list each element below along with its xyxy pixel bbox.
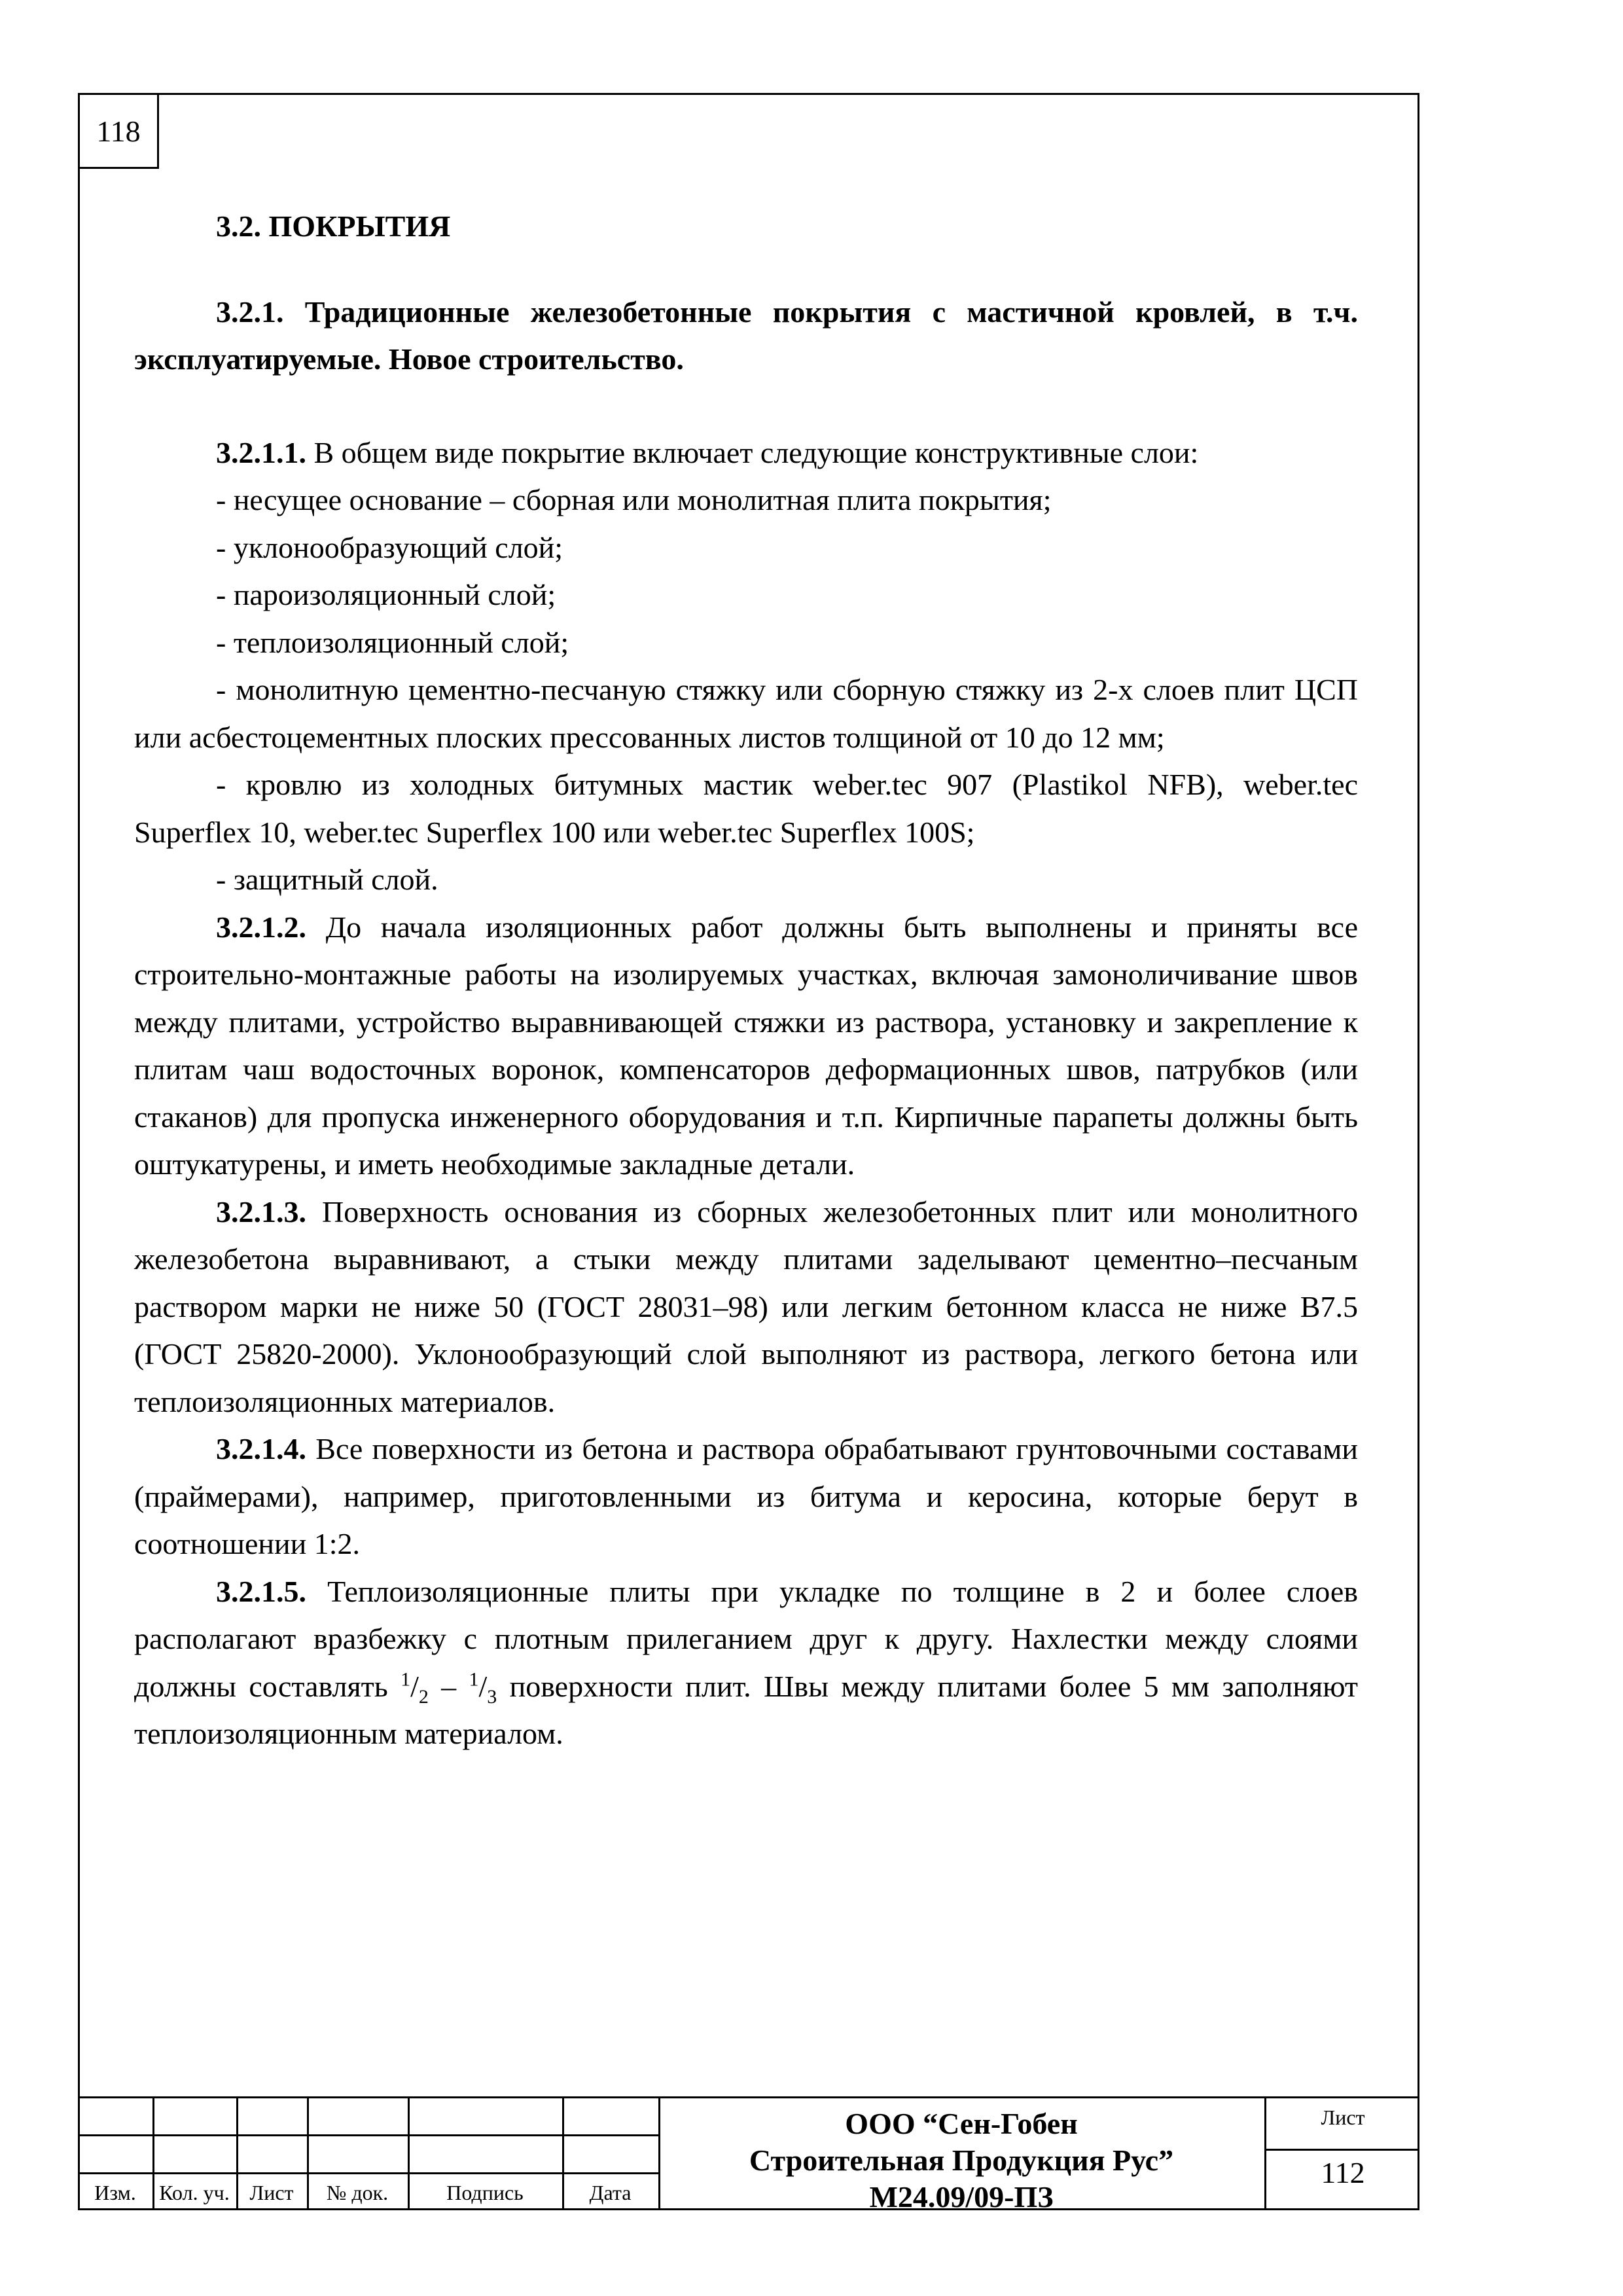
paragraph-text: Все поверхности из бетона и раствора обрабатывают грунтовочными составами (праймерами), например, приготовленными из битума и керосина, которые берут в соотношении 1:2. [134, 1432, 1358, 1560]
clause-number: 3.2.1.5. [216, 1574, 306, 1608]
page-number-box [78, 93, 159, 169]
fraction-denominator: 3 [487, 1685, 497, 1708]
stamp-col-label: Подпись [446, 2181, 524, 2204]
paragraph-3-2-1-3 [134, 1189, 1358, 1426]
list-item: - теплоизоляционный слой; [216, 625, 569, 659]
paragraph-3-2-1-4 [134, 1426, 1358, 1568]
paragraph-text: поверхности плит. Швы между плитами более 5 мм заполняют теплоизоляционным материалом. [134, 1669, 1358, 1750]
stamp-top-border [78, 2096, 1419, 2098]
stamp-col-label: Кол. уч. [159, 2181, 230, 2204]
list-item: - защитный слой. [216, 863, 438, 896]
page-number: 118 [96, 114, 141, 148]
list-item: - пароизоляционный слой; [216, 578, 556, 611]
company-name-line1: ООО “Сен-Гобен [845, 2107, 1078, 2140]
list-item: - уклонообразующий слой; [216, 530, 563, 564]
clause-number: 3.2.1.3. [216, 1194, 306, 1229]
paragraph-3-2-1-2 [134, 904, 1358, 1189]
stamp-col-label: Изм. [94, 2181, 136, 2204]
paragraph-3-2-1-5: 3.2.1.5. Теплоизоляционные плиты при укладке по толщине в 2 и более слоев располагают вразбежку с плотным прилеганием друг к другу. Нахлестки между слоями должны составлять $^1/_2 - ^1/_3$ поверхности плит. Швы между плитами более 5 мм заполняют теплоизоляционным материалом. [134, 1574, 1358, 1750]
paragraph-3-2-1-1 [134, 429, 1358, 477]
list-item: - несущее основание – сборная или монолитная плита покрытия; [216, 483, 1052, 516]
list-item: - кровлю из холодных битумных мастик weber.tec 907 (Plastikol NFB), weber.tec Superflex 10, weber.tec Superflex 100 или weber.tec Superflex 100S; [134, 768, 1358, 849]
stamp-col-label: № док. [326, 2181, 389, 2204]
document-body [134, 203, 1358, 1758]
clause-number: 3.2.1.4. [216, 1432, 306, 1465]
paragraph-text: Поверхность основания из сборных железобетонных плит или монолитного железобетона выравнивают, а стыки между плитами заделывают цементно–песчаным раствором марки не ниже 50 (ГОСТ 28031–98) или легким бетонном класса не ниже В7.5 (ГОСТ 25820-2000). Уклонообразующий слой выполняют из раствора, легкого бетона или теплоизоляционных материалов. [134, 1194, 1358, 1418]
title-block [78, 2096, 1419, 2214]
company-name-line2: Строительная Продукция Рус” [749, 2144, 1174, 2177]
stamp-row-line [78, 2172, 660, 2174]
list-item: - монолитную цементно-песчаную стяжку или сборную стяжку из 2-х слоев плит ЦСП или асбестоцементных плоских прессованных листов толщиной от 10 до 12 мм; [134, 673, 1358, 754]
paragraph-text: До начала изоляционных работ должны быть выполнены и приняты все строительно-монтажные работы на изолируемых участках, включая замоноличивание швов между плитами, устройство выравнивающей стяжки из раствора, установку и закрепление к плитам чаш водосточных воронок, компенсаторов деформационных швов, патрубков (или стаканов) для пропуска инженерного оборудования и т.п. Кирпичные парапеты должны быть оштукатурены, и иметь необходимые закладные детали. [134, 910, 1358, 1181]
clause-number: 3.2.1.1. [216, 435, 306, 469]
dash: – [428, 1669, 469, 1703]
sheet-label: Лист [1321, 2106, 1365, 2129]
sheet-number: 112 [1321, 2156, 1365, 2189]
subsection-heading: 3.2.1. Традиционные железобетонные покрытия с мастичной кровлей, в т.ч. эксплуатируемые. Новое строительство. [134, 295, 1358, 376]
document-code: М24.09/09-ПЗ [869, 2180, 1054, 2214]
stamp-row-line [78, 2134, 660, 2136]
stamp-col-label: Лист [249, 2181, 294, 2204]
stamp-sheet-divider [1266, 2149, 1419, 2151]
section-heading: 3.2. ПОКРЫТИЯ [216, 209, 451, 243]
fraction-numerator: 1 [469, 1668, 479, 1691]
fraction-denominator: 2 [418, 1685, 429, 1708]
paragraph-text: Теплоизоляционные плиты при укладке по толщине в 2 и более слоев располагают вразбежку с плотным прилеганием друг к другу. Нахлестки между слоями должны составлять [134, 1574, 1358, 1703]
clause-number: 3.2.1.2. [216, 910, 306, 944]
paragraph-text: В общем виде покрытие включает следующие конструктивные слои: [306, 435, 1199, 469]
stamp-col-label: Дата [589, 2181, 632, 2204]
company-block [660, 2106, 1262, 2215]
fraction-numerator: 1 [401, 1668, 411, 1691]
